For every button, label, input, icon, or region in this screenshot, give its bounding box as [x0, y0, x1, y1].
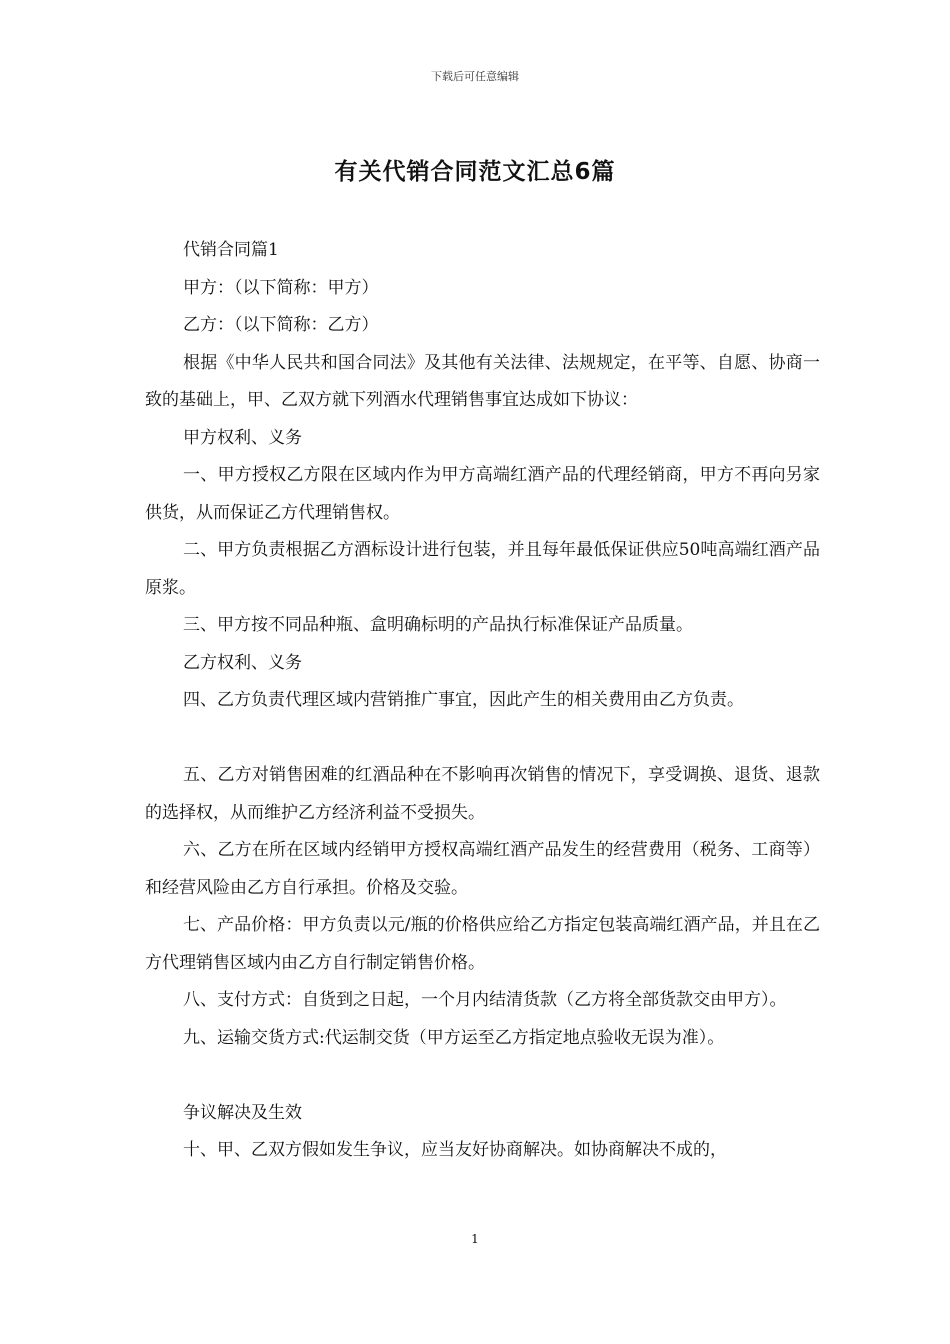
blank-line [145, 1057, 820, 1095]
clause-paragraph: 五、乙方对销售困难的红酒品种在不影响再次销售的情况下，享受调换、退货、退款的选择权，从而维护乙方经济利益不受损失。 [145, 765, 820, 823]
subsection-heading: 乙方权利、义务 [183, 652, 302, 673]
clause-paragraph: 十、甲、乙双方假如发生争议，应当友好协商解决。如协商解决不成的， [183, 1140, 727, 1160]
page-number: 1 [471, 1232, 479, 1246]
document-body [145, 232, 820, 1170]
header-note: 下载后可任意编辑 [431, 70, 519, 83]
clause-paragraph: 七、产品价格：甲方负责以元/瓶的价格供应给乙方指定包装高端红酒产品，并且在乙方代理销售区域内由乙方自行制定销售价格。 [145, 915, 820, 973]
preamble-paragraph: 根据《中华人民共和国合同法》及其他有关法律、法规规定，在平等、自愿、协商一致的基础上，甲、乙双方就下列酒水代理销售事宜达成如下协议： [145, 352, 820, 410]
clause-paragraph: 二、甲方负责根据乙方酒标设计进行包装，并且每年最低保证供应50吨高端红酒产品原浆。 [145, 540, 820, 598]
clause-paragraph: 三、甲方按不同品种瓶、盒明确标明的产品执行标准保证产品质量。 [183, 615, 693, 635]
clause-paragraph: 八、支付方式：自货到之日起，一个月内结清货款（乙方将全部货款交由甲方）。 [183, 990, 787, 1010]
clause-paragraph: 九、运输交货方式:代运制交货（甲方运至乙方指定地点验收无误为准）。 [183, 1027, 725, 1048]
subsection-heading: 争议解决及生效 [183, 1102, 302, 1123]
party-b-line: 乙方：（以下简称：乙方） [183, 315, 379, 335]
document-title: 有关代销合同范文汇总6篇 [334, 159, 616, 185]
blank-line [145, 720, 820, 758]
clause-paragraph: 六、乙方在所在区域内经销甲方授权高端红酒产品发生的经营费用（税务、工商等）和经营风险由乙方自行承担。价格及交验。 [145, 840, 820, 898]
subsection-heading: 甲方权利、义务 [183, 427, 302, 448]
clause-paragraph: 四、乙方负责代理区域内营销推广事宜，因此产生的相关费用由乙方负责。 [183, 690, 744, 710]
clause-paragraph: 一、甲方授权乙方限在区域内作为甲方高端红酒产品的代理经销商，甲方不再向另家供货，从而保证乙方代理销售权。 [145, 465, 820, 523]
section-heading: 代销合同篇1 [183, 240, 279, 260]
party-a-line: 甲方：（以下简称：甲方） [183, 277, 379, 298]
